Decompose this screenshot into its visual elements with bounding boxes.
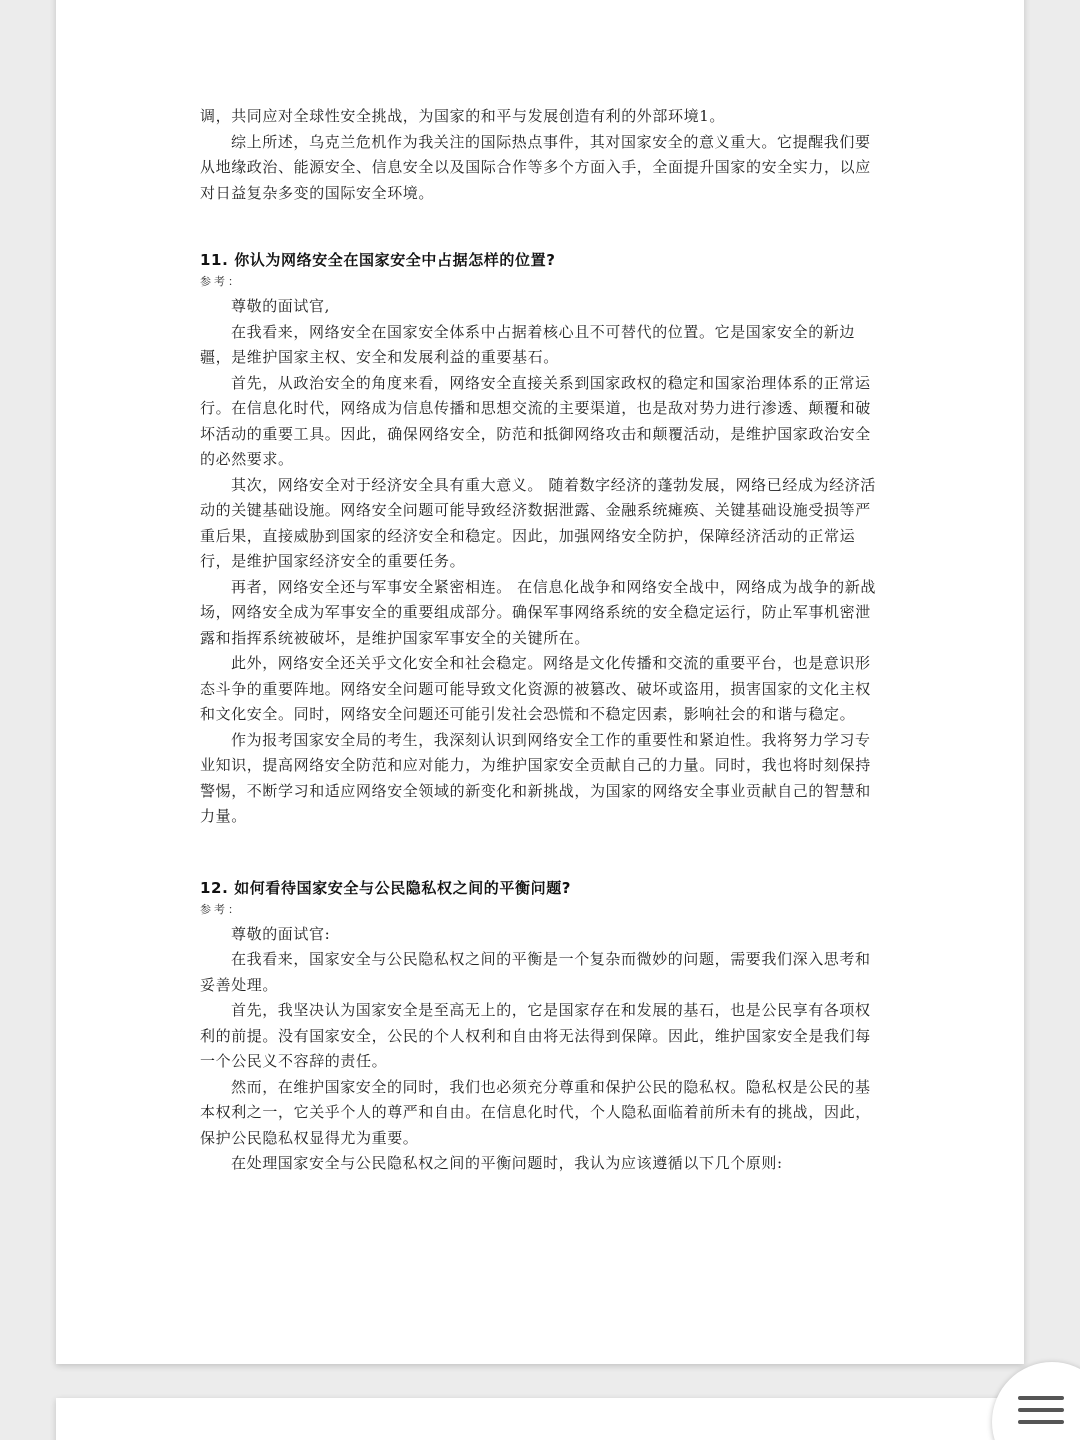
paragraph: 其次，网络安全对于经济安全具有重大意义。 随着数字经济的蓬勃发展，网络已经成为经济活动的关键基础设施。网络安全问题可能导致经济数据泄露、金融系统瘫痪、关键基础设施受损等严重后果，直接威胁到国家的经济安全和稳定。因此，加强网络安全防护，保障经济活动的正常运行，是维护国家经济安全的重要任务。 (200, 475, 876, 570)
page-content (200, 104, 886, 1177)
paragraph: 尊敬的面试官: (231, 924, 331, 943)
reference-label: 参考： (200, 902, 242, 916)
paragraph: 再者，网络安全还与军事安全紧密相连。 在信息化战争和网络安全战中，网络成为战争的新战场，网络安全成为军事安全的重要组成部分。确保军事网络系统的安全稳定运行，防止军事机密泄露和指挥系统被破坏，是维护国家军事安全的关键所在。 (200, 577, 876, 647)
document-page-next (56, 1398, 1024, 1440)
question-heading: 11. 你认为网络安全在国家安全中占据怎样的位置? (200, 251, 556, 269)
document-page (56, 0, 1024, 1364)
paragraph: 在处理国家安全与公民隐私权之间的平衡问题时，我认为应该遵循以下几个原则: (231, 1154, 783, 1172)
paragraph: 尊敬的面试官, (231, 297, 330, 315)
paragraph: 首先，我坚决认为国家安全是至高无上的，它是国家存在和发展的基石，也是公民享有各项权利的前提。没有国家安全，公民的个人权利和自由将无法得到保障。因此，维护国家安全是我们每一个公民义不容辞的责任。 (200, 1001, 871, 1070)
question-heading: 12. 如何看待国家安全与公民隐私权之间的平衡问题? (200, 878, 572, 897)
paragraph: 然而，在维护国家安全的同时，我们也必须充分尊重和保护公民的隐私权。隐私权是公民的基本权利之一，它关乎个人的尊严和自由。在信息化时代，个人隐私面临着前所未有的挑战，因此，保护公民隐私权显得尤为重要。 (200, 1077, 871, 1147)
menu-button[interactable] (992, 1362, 1080, 1440)
paragraph: 此外，网络安全还关乎文化安全和社会稳定。网络是文化传播和交流的重要平台，也是意识形态斗争的重要阵地。网络安全问题可能导致文化资源的被篡改、破坏或盗用，损害国家的文化主权和文化安全。同时，网络安全问题还可能引发社会恐慌和不稳定因素，影响社会的和谐与稳定。 (200, 654, 871, 723)
paragraph: 综上所述，乌克兰危机作为我关注的国际热点事件，其对国家安全的意义重大。它提醒我们要从地缘政治、能源安全、信息安全以及国际合作等多个方面入手，全面提升国家的安全实力，以应对日益复杂多变的国际安全环境。 (200, 132, 871, 202)
paragraph: 调，共同应对全球性安全挑战，为国家的和平与发展创造有利的外部环境1。 (200, 107, 725, 125)
paragraph: 作为报考国家安全局的考生，我深刻认识到网络安全工作的重要性和紧迫性。我将努力学习专业知识，提高网络安全防范和应对能力，为维护国家安全贡献自己的力量。同时，我也将时刻保持警惕，不断学习和适应网络安全领域的新变化和新挑战，为国家的网络安全事业贡献自己的智慧和力量。 (200, 730, 871, 825)
menu-icon (1018, 1396, 1064, 1432)
paragraph: 首先，从政治安全的角度来看，网络安全直接关系到国家政权的稳定和国家治理体系的正常运行。在信息化时代，网络成为信息传播和思想交流的主要渠道，也是敌对势力进行渗透、颠覆和破坏活动的重要工具。因此，确保网络安全，防范和抵御网络攻击和颠覆活动，是维护国家政治安全的必然要求。 (200, 373, 871, 468)
paragraph: 在我看来，国家安全与公民隐私权之间的平衡是一个复杂而微妙的问题，需要我们深入思考和妥善处理。 (200, 950, 871, 994)
reference-label: 参考： (200, 275, 242, 288)
paragraph: 在我看来，网络安全在国家安全体系中占据着核心且不可替代的位置。它是国家安全的新边疆，是维护国家主权、安全和发展利益的重要基石。 (200, 322, 856, 366)
